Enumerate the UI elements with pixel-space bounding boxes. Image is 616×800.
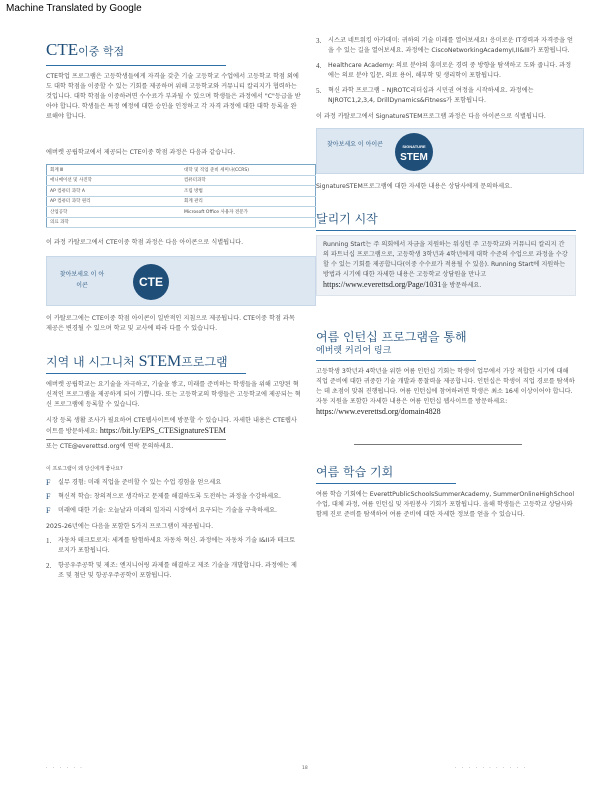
heading-rule [316, 360, 476, 361]
cte-dual-credit-heading: CTE이중 학점 [46, 40, 125, 59]
stem-badge-icon: SIGNATURE STEM [395, 133, 433, 171]
program-item [46, 536, 301, 556]
course-cell [181, 217, 316, 228]
benefit-item [46, 478, 301, 488]
cte-icon-banner [46, 256, 316, 306]
program-text: Healthcare Academy: 의료 분야의 흥미로운 경력 중 방향을 탐색하고 도와 줍니다. 과정에는 의료 분야 입문, 의료 용어, 해부학 및 생리학이 포함됩니다. [328, 62, 572, 79]
cte-list-intro: 에버렛 공립학교에서 제공되는 CTE이중 학점 과정은 다음과 같습니다. [46, 149, 236, 156]
machine-translated-label: Machine Translated by Google [0, 0, 148, 17]
internship-text: 고등학생 3학년과 4학년을 위한 여름 인턴십 기회는 학생이 업무에서 가장 적합한 시기에 대해 직업 준비에 대한 귀중한 기술 개발과 통찰력을 제공합니다. 인턴십은 학생이 직업 경로를 탐색하는 데 초점이 맞춰 진행됩니다. 여름 인턴십에 참여하려면 학생은 최소 16세 이상이어야 합니다. 자동 지원을 포함한 자세한 내용은 여름 인턴십 웹사이트를 방문하세요: https://www.everettsd.org/domain4828 [316, 368, 575, 416]
course-cell: AP 컴퓨터 과학 A [47, 186, 182, 197]
internship-link[interactable]: https://www.everettsd.org/domain4828 [316, 407, 441, 416]
course-cell: 애니메이션 및 사진학 [47, 175, 182, 186]
program-item [316, 36, 576, 56]
course-cell: 의료 과학 [47, 217, 182, 228]
stem-intro: 에버렛 공립학교는 요기술을 자극하고, 기술을 쌓고, 미래를 준비하는 학생들을 위해 고양된 혁신적인 프로그램을 제공하게 되어 기쁩니다. 또는 고등학교의 학생들은 고등학교에 제공되는 혁신 프로그램에 등록할 수 있습니다. [46, 381, 301, 408]
running-start-link[interactable]: https://www.everettsd.org/Page/1031 [323, 280, 442, 289]
course-row [47, 165, 316, 176]
program-item [316, 86, 576, 106]
benefits-list [46, 478, 301, 516]
course-cell: 회계 Ⅲ [47, 165, 182, 176]
running-start-text: Running Start는 주 의회에서 자금을 지원하는 워싱턴 주 고등학교와 커뮤니티 칼리지 간의 파트너십 프로그램으로, 고등학생 3학년과 4학년에게 대학 수준의 수업으로 과정을 수강할 수 있는 기회를 제공합니다(이중 수수료가 적용될 수 있음). Running Start에 지원하는 방법과 시기에 대한 자세한 내용은 고등학교 상담원을 만나고 https://www.everettsd.org/Page/1031을 방문하세요. [323, 241, 568, 289]
program-item [46, 561, 301, 581]
cte-intro: CTE학업 프로그램은 고등학생들에게 자격을 갖춘 기술 고등학교 수업에서 고등학교 학점 외에도 대학 학점을 이중할 수 있는 기회를 제공하며 위해 고등학교와 커뮤니티 칼리지가 협력하는 것입니다. 대학 학점을 이중하려면 수수료가 부과될 수 있으며 학생들은 과정에서 "C"등급을 받아야 합니다. 학생들은 특정 예정에 대한 승인을 인정하고 각 자격 과정에 대한 대학 등록을 완료해야 합니다. [46, 73, 301, 120]
course-row [47, 217, 316, 228]
link-underline [46, 439, 226, 440]
program-number: 4. [316, 62, 322, 70]
course-cell: 산업공학 [47, 207, 182, 218]
heading-rule [46, 65, 226, 66]
cte-badge-icon: CTE [133, 264, 169, 300]
bullet-marker: F [46, 506, 51, 515]
program-number: 1. [46, 537, 52, 545]
course-row [47, 207, 316, 218]
internship-subheading: 에버렛 커리어 링크 [316, 346, 392, 356]
signature-stem-heading: 지역 내 시그니처 STEM프로그램 [46, 353, 228, 370]
programs-list [46, 536, 301, 581]
page-number: 18 [302, 766, 308, 771]
internship-heading: 여름 인턴십 프로그램을 통해 [316, 330, 467, 344]
bullet-marker: F [46, 478, 51, 487]
right-column [316, 32, 576, 520]
heading-rule [316, 483, 456, 484]
footer-left: · · · · · · [46, 766, 84, 771]
program-number: 5. [316, 87, 322, 95]
stem-question: 이 프로그램이 왜 당신에게 좋나요? [46, 466, 123, 472]
course-cell: Microsoft Office 사용자 전문가 [181, 207, 316, 218]
course-cell: 컴퓨터과학 [181, 175, 316, 186]
course-cell: 조립 방법 [181, 186, 316, 197]
heading-rule [316, 230, 576, 231]
stem-contact: 또는 CTE@everettsd.org에 연락 문의하세요. [46, 443, 174, 450]
cte-courses-table [46, 164, 316, 228]
cte-icon-note: 이 과정 카탈로그에서 CTE이중 학점 과정은 다음 아이콘으로 식별됩니다. [46, 239, 244, 246]
course-row [47, 186, 316, 197]
program-text: 자동차 테크토로지: 세계를 탐험하세요 자동차 혁신. 과정에는 자동차 기술 I&II과 테크토로지가 포함됩니다. [58, 537, 296, 554]
benefit-text: 실무 경험: 미래 직업을 준비할 수 있는 수업 경험을 얻으세요 [58, 479, 222, 486]
left-column [46, 32, 301, 586]
program-text: 혁신 과학 프로그램 – NJROTC리더십과 시민권 여정을 시작하세요. 과정에는 NJROTC1,2,3,4, DrillDynamics&Fitness가 포함됩니다. [328, 87, 534, 104]
benefit-item [46, 492, 301, 502]
course-row [47, 175, 316, 186]
bullet-marker: F [46, 492, 51, 501]
program-number: 3. [316, 37, 322, 45]
cte-credit-note: 이 카탈로그에는 CTE이중 학점 아이콘이 일반적인 지침으로 제공됩니다. CTE이중 학점 과목 제공은 변경될 수 있으며 학교 및 교사에 따라 다를 수 있습니다. [46, 315, 295, 332]
program-text: 항공우주공학 및 제조: 엔지니어링 과제를 해결하고 제조 기술을 개발합니다. 과정에는 제조 및 첨단 및 항공우주공학이 포함됩니다. [58, 562, 297, 579]
summer-learning-text: 여름 학습 기회에는 EverettPublicSchoolsSummerAcademy, SummerOnlineHighSchool수업, 대체 과정, 여름 인턴십 및 자원봉사 기회가 포함됩니다. 올해 학생들은 고등학교 상담사와 함께 진로 준비를 탐색하여 여름 준비에 대한 자세한 정보를 얻을 수 있습니다. [316, 491, 575, 518]
stem-website-link[interactable]: https://bit.ly/EPS_CTESignatureSTEM [99, 426, 226, 435]
course-cell: 대학 및 직업 준비 세미나(CCRS) [181, 165, 316, 176]
stem-icon-note: 이 과정 카탈로그에서 SignatureSTEM프로그램 과정은 다음 아이콘으로 식별됩니다. [316, 113, 546, 120]
summer-learning-heading: 여름 학습 기회 [316, 465, 394, 479]
look-for-icon-label: 찾아보세요 이 아이콘 [59, 271, 105, 289]
program-number: 2. [46, 562, 52, 570]
section-divider [354, 444, 522, 445]
program-item [316, 61, 576, 81]
look-for-icon-label: 찾아보세요 이 아이콘 [327, 141, 383, 148]
benefit-text: 미래에 대한 기술: 오늘날과 미래의 일자리 시장에서 요구되는 기술을 구축하세요. [58, 507, 277, 514]
stem-more-info: SignatureSTEM프로그램에 대한 자세한 내용은 상담사에게 문의하세요. [316, 183, 513, 190]
stem-link-paragraph: 시장 등록 생활 조사가 필요하여 CTE웹사이트에 방문할 수 있습니다. 자세한 내용은 CTE웹사이트를 방문하세요: https://bit.ly/EPS_CTESignatureSTEM [46, 417, 297, 435]
running-start-heading: 달리기 시작 [316, 212, 378, 226]
stem-icon-banner [316, 128, 584, 174]
course-cell: AP 컴퓨터 과학 원리 [47, 196, 182, 207]
benefit-text: 혁신적 학습: 창의적으로 생각하고 문제를 해결하도록 도전하는 과정을 수강하세요. [58, 493, 282, 500]
heading-rule [46, 373, 246, 374]
programs-intro: 2025-26년에는 다음을 포함한 5가지 프로그램이 제공됩니다. [46, 523, 214, 530]
course-row [47, 196, 316, 207]
running-start-box [316, 235, 576, 296]
course-cell: 회계 관리 [181, 196, 316, 207]
programs-list-continued [316, 36, 576, 106]
footer-right: · · · · · · · · · · · [455, 766, 528, 771]
benefit-item [46, 506, 301, 516]
program-text: 시스코 네트워킹 아카데미: 귀하의 기술 미래를 열어보세요! 응미로운 IT경력과 자격증을 얻을 수 있는 길을 열어보세요. 과정에는 CiscoNetworkingAcademyI,II&III가 포함됩니다. [328, 37, 574, 54]
